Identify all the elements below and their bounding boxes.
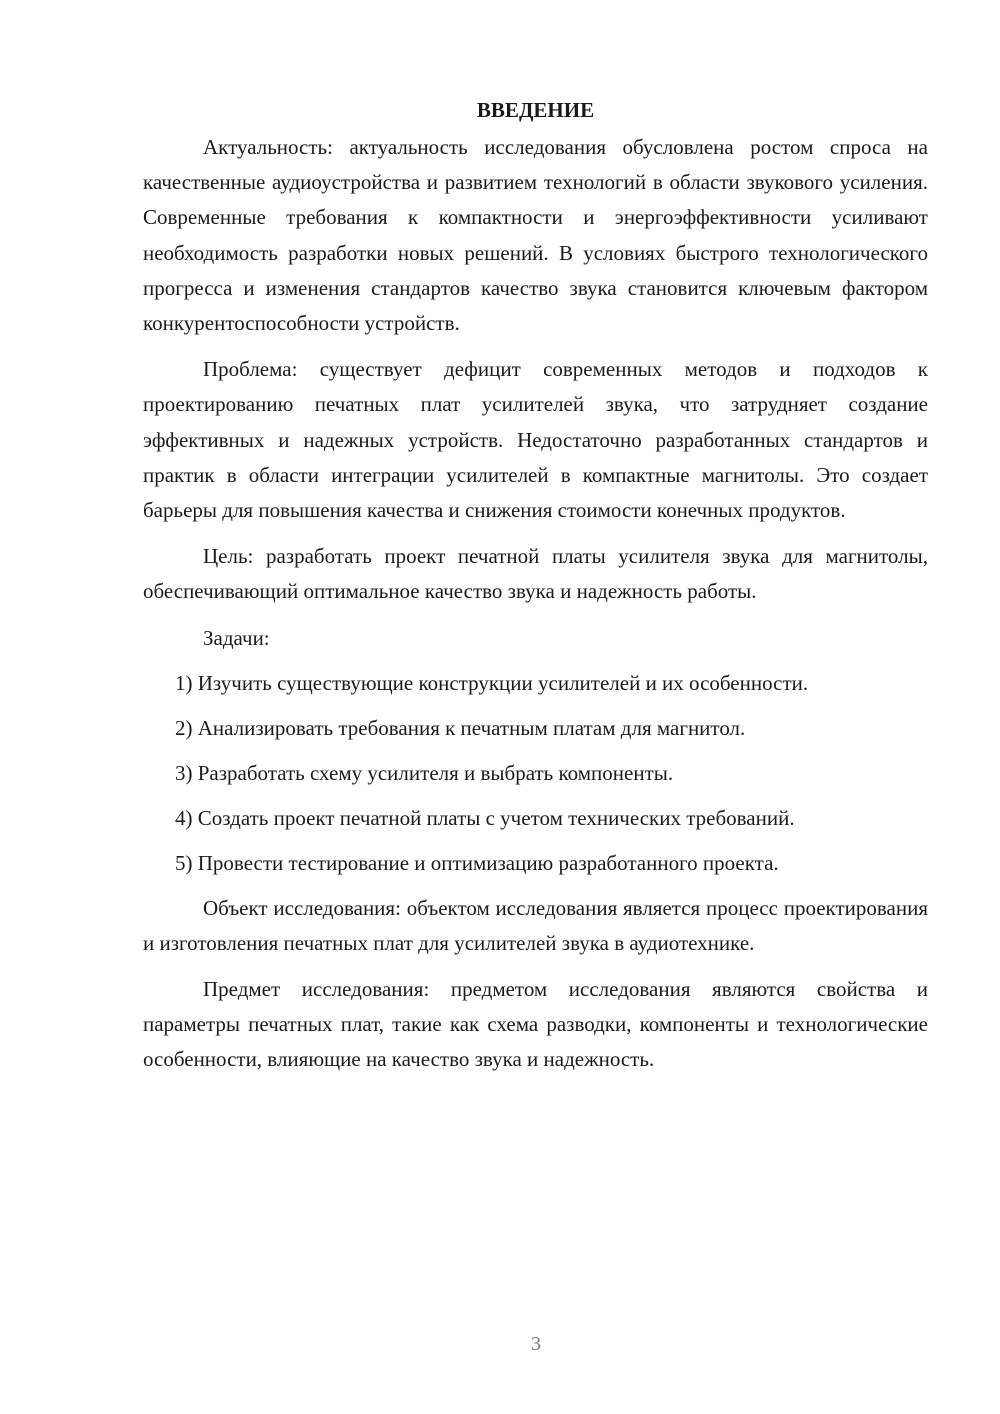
list-item-task-5: 5) Провести тестирование и оптимизацию разработанного проекта.: [175, 850, 779, 875]
list-item-task-3: 3) Разработать схему усилителя и выбрать компоненты.: [175, 760, 674, 785]
tasks-title: Задачи:: [203, 625, 270, 650]
page-title: ВВЕДЕНИЕ: [476, 98, 595, 122]
tasks-list: [143, 666, 928, 881]
document-page: [143, 93, 928, 1078]
page-number: 3: [531, 1333, 541, 1355]
paragraph-problem: Проблема: существует дефицит современных методов и подходов к проектированию печатных плат усилителей звука, что затрудняет создание эффективных и надежных устройств. Недостаточно разработанных стандартов и практик в области интеграции усилителей в компактные магнитолы. Это создает барьеры для повышения качества и снижения стоимости конечных продуктов.: [143, 357, 928, 523]
list-item-task-2: 2) Анализировать требования к печатным платам для магнитол.: [175, 715, 746, 740]
paragraph-object: Объект исследования: объектом исследования является процесс проектирования и изготовления печатных плат для усилителей звука в аудиотехнике.: [143, 895, 928, 955]
paragraph-subject: Предмет исследования: предметом исследования являются свойства и параметры печатных плат, такие как схема разводки, компоненты и технологические особенности, влияющие на качество звука и надежность.: [143, 977, 928, 1072]
paragraph-relevance: Актуальность: актуальность исследования обусловлена ростом спроса на качественные аудиоустройства и развитием технологий в области звукового усиления. Современные требования к компактности и энергоэффективности усиливают необходимость разработки новых решений. В условиях быстрого технологического прогресса и изменения стандартов качество звука становится ключевым фактором конкурентоспособности устройств.: [143, 135, 928, 336]
paragraph-goal: Цель: разработать проект печатной платы усилителя звука для магнитолы, обеспечивающий оптимальное качество звука и надежность работы.: [143, 544, 928, 604]
list-item-task-4: 4) Создать проект печатной платы с учетом технических требований.: [175, 805, 795, 830]
list-item-task-1: 1) Изучить существующие конструкции усилителей и их особенности.: [175, 670, 809, 695]
